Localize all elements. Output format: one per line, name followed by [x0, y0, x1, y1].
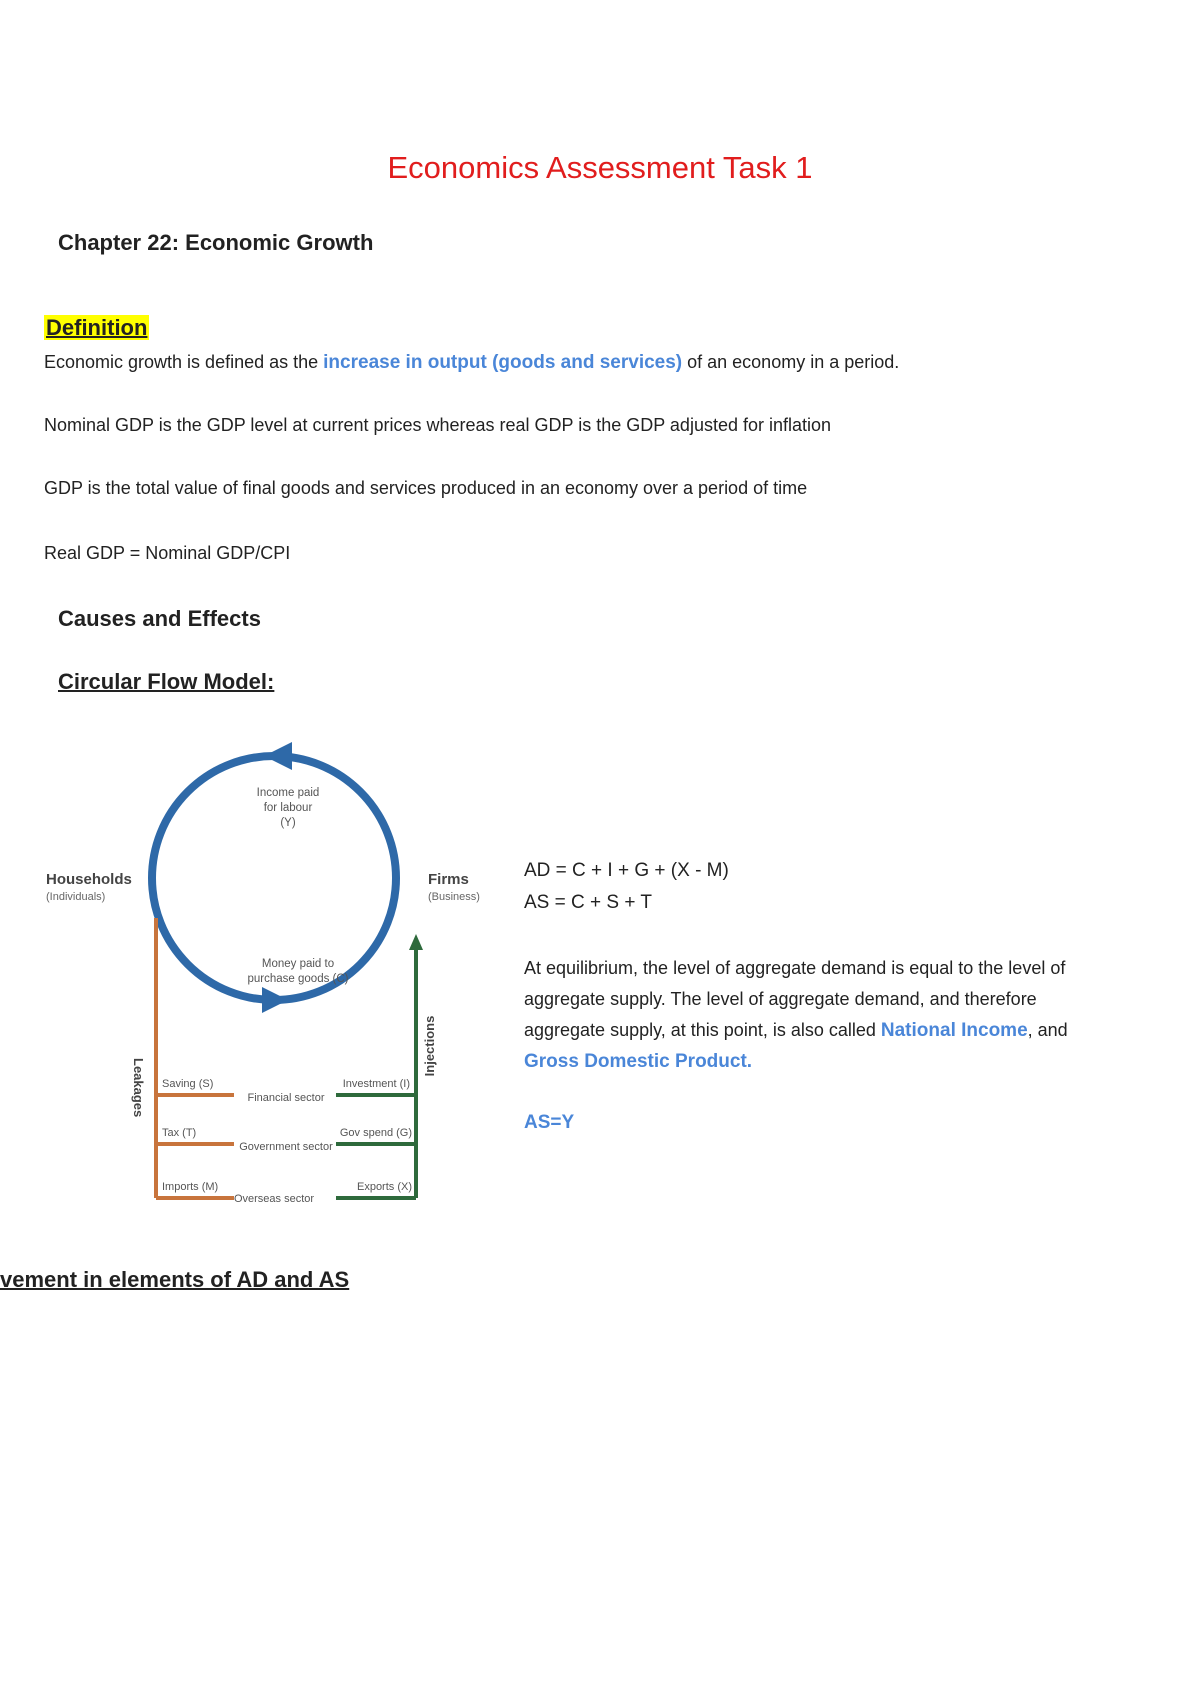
firms-label: Firms — [428, 871, 469, 888]
overseas-sector-label: Overseas sector — [233, 1193, 315, 1205]
government-sector-label: Government sector — [239, 1141, 333, 1153]
gdp-definition-text: GDP is the total value of final goods and services produced in an economy over a period of time — [44, 478, 808, 498]
financial-sector-label: Financial sector — [247, 1092, 325, 1104]
flow-arrow-bottom-icon — [262, 987, 288, 1013]
chapter-heading: Chapter 22: Economic Growth — [58, 230, 374, 255]
definition-prefix: Economic growth is defined as the — [44, 352, 324, 372]
document-title: Economics Assessment Task 1 — [387, 150, 813, 185]
money-label-2: purchase goods (C) — [247, 973, 349, 985]
equilibrium-paragraph — [524, 953, 1084, 1077]
circular-flow-diagram — [36, 738, 506, 1208]
income-label-3: (Y) — [280, 817, 296, 829]
imports-label: Imports (M) — [162, 1181, 219, 1193]
circular-flow-heading: Circular Flow Model: — [58, 669, 275, 694]
leakages-lines — [156, 918, 234, 1198]
saving-label: Saving (S) — [162, 1078, 214, 1090]
definition-highlight: increase in output (goods and services) — [323, 352, 683, 373]
definition-paragraph — [44, 352, 899, 374]
movement-heading: vement in elements of AD and AS — [0, 1267, 350, 1292]
injection-arrow-icon — [409, 934, 423, 950]
equilibrium-part1: At equilibrium, the level of aggregate demand is equal to the level of aggregate supply. The level of aggregate demand, and therefore aggregate supply, at this point, is also called — [524, 958, 1066, 1040]
income-label-2: for labour — [263, 802, 313, 814]
firms-sublabel: (Business) — [428, 891, 480, 903]
definition-heading-text: Definition — [46, 315, 148, 340]
leakages-label: Leakages — [131, 1058, 146, 1118]
households-sublabel: (Individuals) — [46, 891, 106, 903]
injections-label: Injections — [422, 1015, 437, 1077]
nominal-real-text: Nominal GDP is the GDP level at current prices whereas real GDP is the GDP adjusted for inflation — [44, 415, 832, 435]
as-formula: AS = C + S + T — [524, 892, 652, 913]
as-equals-y: AS=Y — [524, 1112, 575, 1133]
causes-heading: Causes and Effects — [58, 606, 261, 631]
definition-heading — [44, 315, 149, 341]
exports-label: Exports (X) — [356, 1181, 412, 1193]
national-income-term: National Income — [880, 1020, 1028, 1041]
money-label-1: Money paid to — [261, 958, 335, 970]
definition-suffix: of an economy in a period. — [682, 352, 900, 372]
income-label-1: Income paid — [256, 787, 320, 799]
gdp-term: Gross Domestic Product. — [524, 1051, 753, 1072]
equilibrium-part2: , and — [1027, 1020, 1068, 1040]
real-gdp-formula: Real GDP = Nominal GDP/CPI — [44, 543, 291, 563]
households-label: Households — [46, 871, 132, 888]
tax-label: Tax (T) — [162, 1127, 197, 1139]
gov-spend-label: Gov spend (G) — [339, 1127, 412, 1139]
investment-label: Investment (I) — [342, 1078, 410, 1090]
ad-formula: AD = C + I + G + (X - M) — [524, 860, 729, 881]
flow-arrow-top-icon — [264, 742, 292, 770]
